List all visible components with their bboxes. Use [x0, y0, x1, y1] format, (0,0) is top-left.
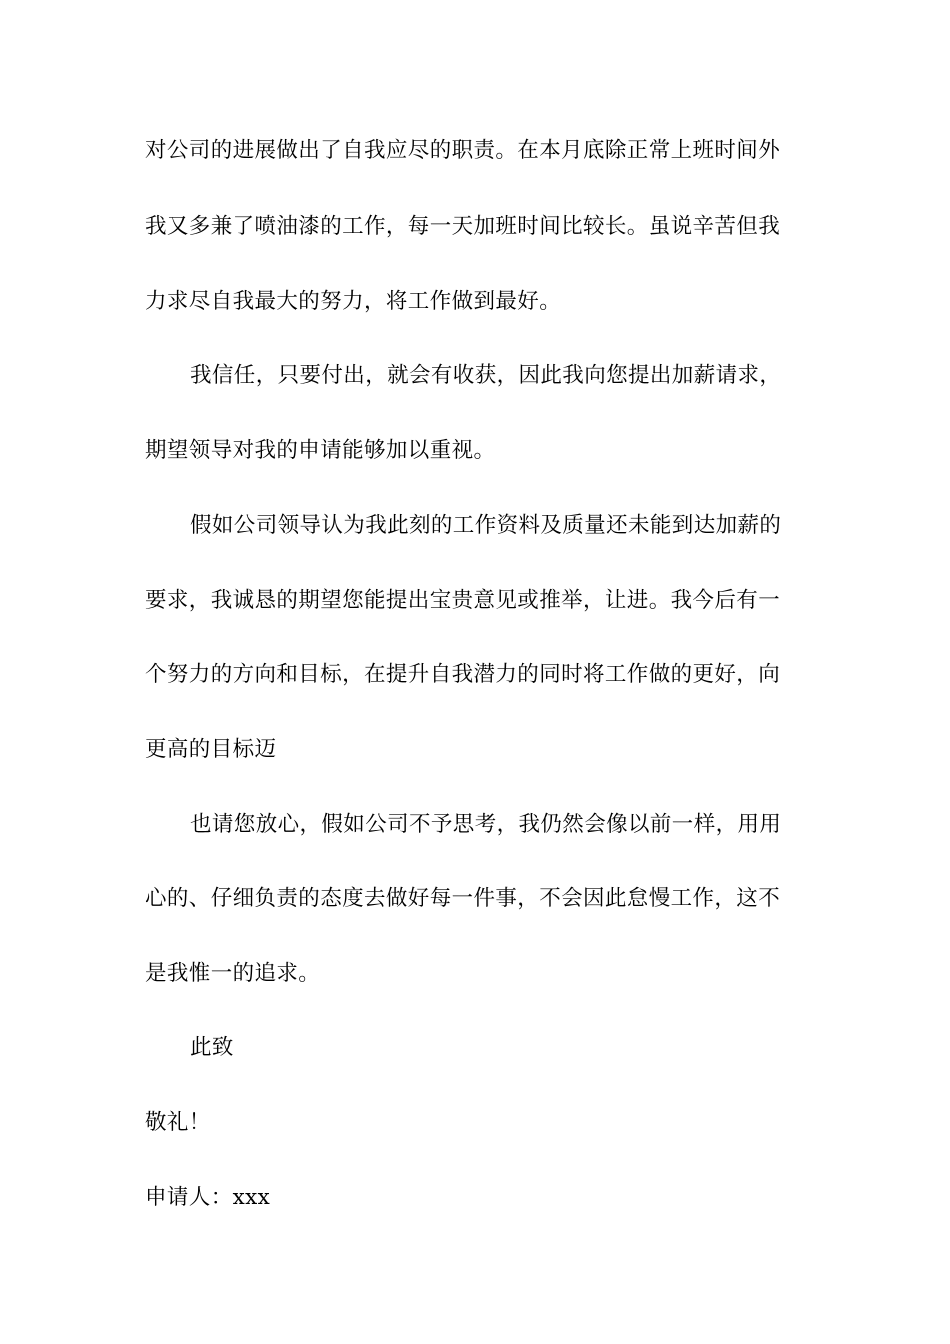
body-line: 心的、仔细负责的态度去做好每一件事，不会因此怠慢工作，这不	[145, 886, 781, 911]
closing-salutation: 此致	[190, 1035, 234, 1060]
body-line: 更高的目标迈	[145, 737, 277, 762]
paragraph-first-line: 假如公司领导认为我此刻的工作资料及质量还未能到达加薪的	[190, 513, 782, 538]
closing-regards: 敬礼！	[145, 1110, 211, 1135]
body-line: 个努力的方向和目标，在提升自我潜力的同时将工作做的更好，向	[145, 662, 781, 687]
body-line: 力求尽自我最大的努力，将工作做到最好。	[145, 289, 562, 314]
paragraph-first-line: 也请您放心，假如公司不予思考，我仍然会像以前一样，用用	[190, 812, 782, 837]
body-line: 我又多兼了喷油漆的工作，每一天加班时间比较长。虽说辛苦但我	[145, 214, 781, 239]
applicant-signature: 申请人：xxx	[145, 1185, 271, 1210]
body-line: 对公司的进展做出了自我应尽的职责。在本月底除正常上班时间外	[145, 138, 781, 163]
paragraph-first-line: 我信任，只要付出，就会有收获，因此我向您提出加薪请求，	[190, 363, 782, 388]
body-line: 是我惟一的追求。	[145, 961, 321, 986]
body-line: 要求，我诚恳的期望您能提出宝贵意见或推举，让进。我今后有一	[145, 588, 781, 613]
body-line: 期望领导对我的申请能够加以重视。	[145, 438, 496, 463]
